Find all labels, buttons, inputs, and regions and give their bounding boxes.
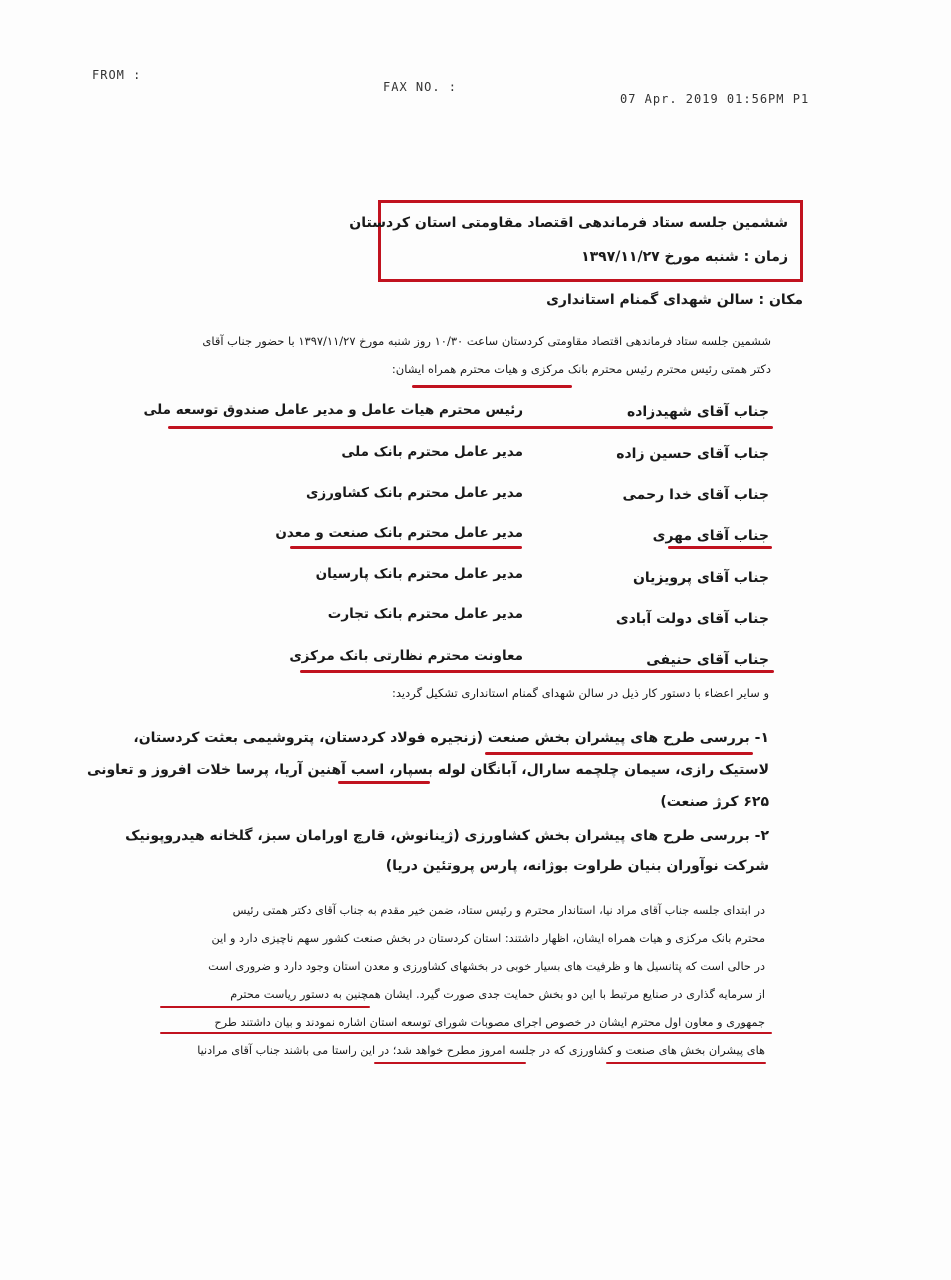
attendee-role: رئیس محترم هیات عامل و مدیر عامل صندوق توسعه ملی	[143, 402, 523, 418]
agenda-item-1-line-1: ۱- بررسی طرح های پیشران بخش صنعت (زنجیره فولاد کردستان، پتروشیمی بعثت کردستان،	[133, 730, 769, 746]
attendee-role: مدیر عامل محترم بانک تجارت	[327, 606, 523, 622]
paragraph-line-5: جمهوری و معاون اول محترم ایشان در خصوص اجرای مصوبات شورای توسعه استان اشاره نمودند و بیان داشتند طرح	[214, 1016, 765, 1029]
paragraph-line-6: های پیشران بخش های صنعت و کشاورزی که در جلسه امروز مطرح خواهد شد؛ در این راستا می باشند جناب آقای مرادنیا	[197, 1044, 765, 1057]
underline-row-1	[168, 426, 773, 429]
attendee-name: جناب آقای پرویزیان	[632, 570, 769, 586]
agenda-item-2-line-2: شرکت نوآوران بنیان طراوت بوژانه، پارس پروتئین دریا)	[385, 858, 769, 874]
paragraph-line-3: در حالی است که پتانسیل ها و ظرفیت های بسیار خوبی در بخشهای کشاورزی و معدن استان وجود دارد و ضروری است	[208, 960, 765, 973]
agenda-item-2-line-1: ۲- بررسی طرح های پیشران بخش کشاورزی (ژینانوش، قارچ اورامان سبز، گلخانه هیدروپونیک	[125, 828, 769, 844]
paragraph-line-4: از سرمایه گذاری در صنایع مرتبط با این دو بخش حمایت جدی صورت گیرد. ایشان همچنین به دستور ریاست محترم	[230, 988, 765, 1001]
underline-para-6b	[606, 1062, 766, 1064]
title-highlight-box	[349, 200, 803, 282]
attendee-name: جناب آقای شهیدزاده	[626, 404, 769, 420]
paragraph-line-1: در ابتدای جلسه جناب آقای مراد نیا، استاندار محترم و رئیس ستاد، ضمن خیر مقدم به جناب آقای دکتر همتی رئیس	[232, 904, 765, 917]
agenda-item-1-line-3: ۶۲۵ کرژ صنعت)	[660, 794, 769, 810]
underline-agenda-2	[338, 781, 430, 784]
attendee-role: مدیر عامل محترم بانک صنعت و معدن	[275, 525, 523, 541]
attendee-name: جناب آقای خدا رحمی	[622, 487, 769, 503]
underline-para-6a	[374, 1062, 526, 1064]
closing-line: و سایر اعضاء با دستور کار ذیل در سالن شهدای گمنام استانداری تشکیل گردید:	[392, 686, 769, 700]
intro-line-1: ششمین جلسه ستاد فرماندهی اقتصاد مقاومتی کردستان ساعت ۱۰/۳۰ روز شنبه مورخ ۱۳۹۷/۱۱/۲۷ با حضور جناب آقای	[202, 334, 771, 348]
underline-para-5	[160, 1032, 772, 1034]
paragraph-line-2: محترم بانک مرکزی و هیات همراه ایشان، اظهار داشتند: استان کردستان در بخش صنعت کشور سهم ناچیزی دارد و این	[211, 932, 765, 945]
attendee-role: مدیر عامل محترم بانک پارسیان	[315, 566, 523, 582]
fax-from-label: FROM :	[92, 68, 142, 82]
fax-number-label: FAX NO. :	[383, 80, 458, 94]
attendee-role: مدیر عامل محترم بانک کشاورزی	[305, 485, 523, 501]
meeting-date: زمان : شنبه مورخ ۱۳۹۷/۱۱/۲۷	[581, 249, 788, 265]
attendee-name: جناب آقای دولت آبادی	[615, 611, 769, 627]
underline-agenda-1	[485, 752, 753, 755]
underline-central-bank	[412, 385, 572, 388]
fax-timestamp: 07 Apr. 2019 01:56PM P1	[620, 92, 810, 106]
underline-para-4	[160, 1006, 370, 1008]
intro-line-2: دکتر همتی رئیس محترم رئیس محترم بانک مرکزی و هیات محترم همراه ایشان:	[391, 362, 771, 376]
attendee-role: مدیر عامل محترم بانک ملی	[341, 444, 523, 460]
meeting-title: ششمین جلسه ستاد فرماندهی اقتصاد مقاومتی استان کردستان	[349, 215, 788, 231]
attendee-name: جناب آقای حنیفی	[646, 652, 769, 668]
attendee-name: جناب آقای حسین زاده	[616, 446, 769, 462]
attendee-role: معاونت محترم نظارتی بانک مرکزی	[289, 648, 523, 664]
agenda-item-1-line-2: لاستیک رازی، سیمان چلچمه سارال، آبانگان لوله بسپار، اسب آهنین آریا، پرسا خلات افروز و تعاونی	[87, 762, 769, 778]
attendee-name: جناب آقای مهری	[652, 528, 769, 544]
meeting-place: مکان : سالن شهدای گمنام استانداری	[546, 292, 803, 308]
underline-row-7	[300, 670, 774, 673]
underline-role-4	[290, 546, 522, 549]
underline-name-4	[668, 546, 772, 549]
